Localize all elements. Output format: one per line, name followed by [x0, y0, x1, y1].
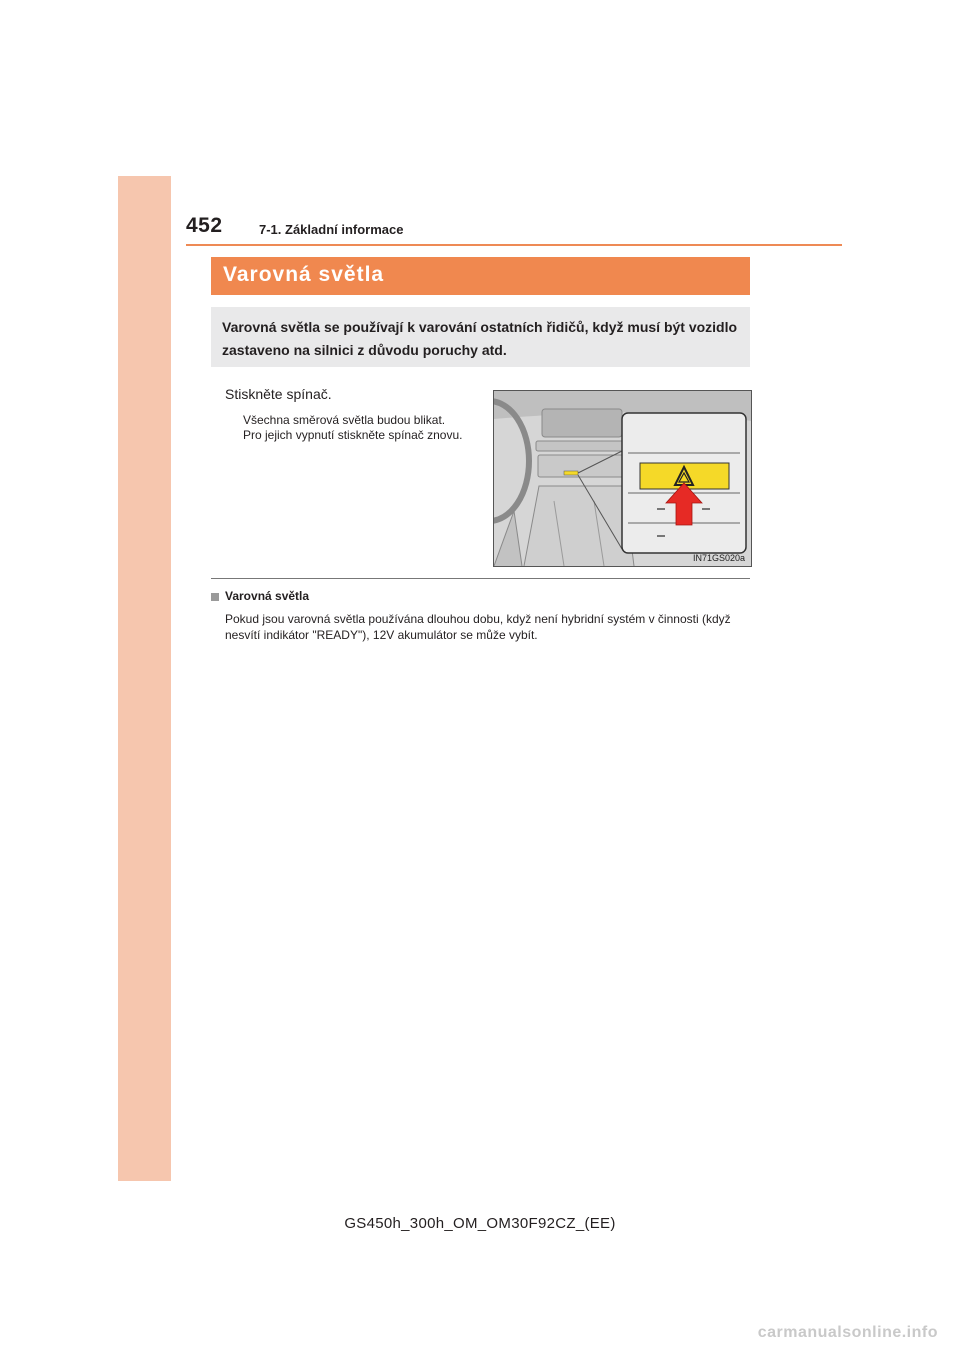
intro-text: Varovná světla se používají k varování ostatních řidičů, když musí být vozidlo zastaveno na silnici z důvodu poruchy atd.	[222, 319, 738, 358]
dashboard-illustration	[493, 390, 752, 567]
note-body: Pokud jsou varovná světla používána dlouhou dobu, když není hybridní systém v činnosti (když nesvítí indikátor "READY"), 12V akumulátor se může vybít.	[225, 612, 731, 642]
page-number: 452	[186, 214, 223, 237]
header-rule	[186, 244, 842, 246]
note-divider	[211, 578, 750, 579]
step-detail	[243, 413, 462, 443]
page-title: Varovná světla	[223, 263, 385, 286]
step-instruction: Stiskněte spínač.	[225, 386, 332, 402]
dashboard-drawing	[494, 391, 751, 566]
title-bar	[211, 257, 750, 295]
note-heading: Varovná světla	[225, 589, 310, 603]
section-title: 7-1. Základní informace	[259, 222, 404, 237]
note-bullet-icon	[211, 593, 219, 601]
figure-code: IN71GS020a	[692, 553, 745, 563]
step-detail-line: Všechna směrová světla budou blikat.	[243, 413, 446, 427]
document-footer: GS450h_300h_OM_OM30F92CZ_(EE)	[344, 1215, 616, 1232]
watermark: carmanualsonline.info	[757, 1324, 938, 1341]
intro-box	[211, 307, 750, 367]
chapter-side-strip	[118, 176, 171, 1181]
step-detail-line: Pro jejich vypnutí stiskněte spínač znovu.	[243, 428, 463, 442]
